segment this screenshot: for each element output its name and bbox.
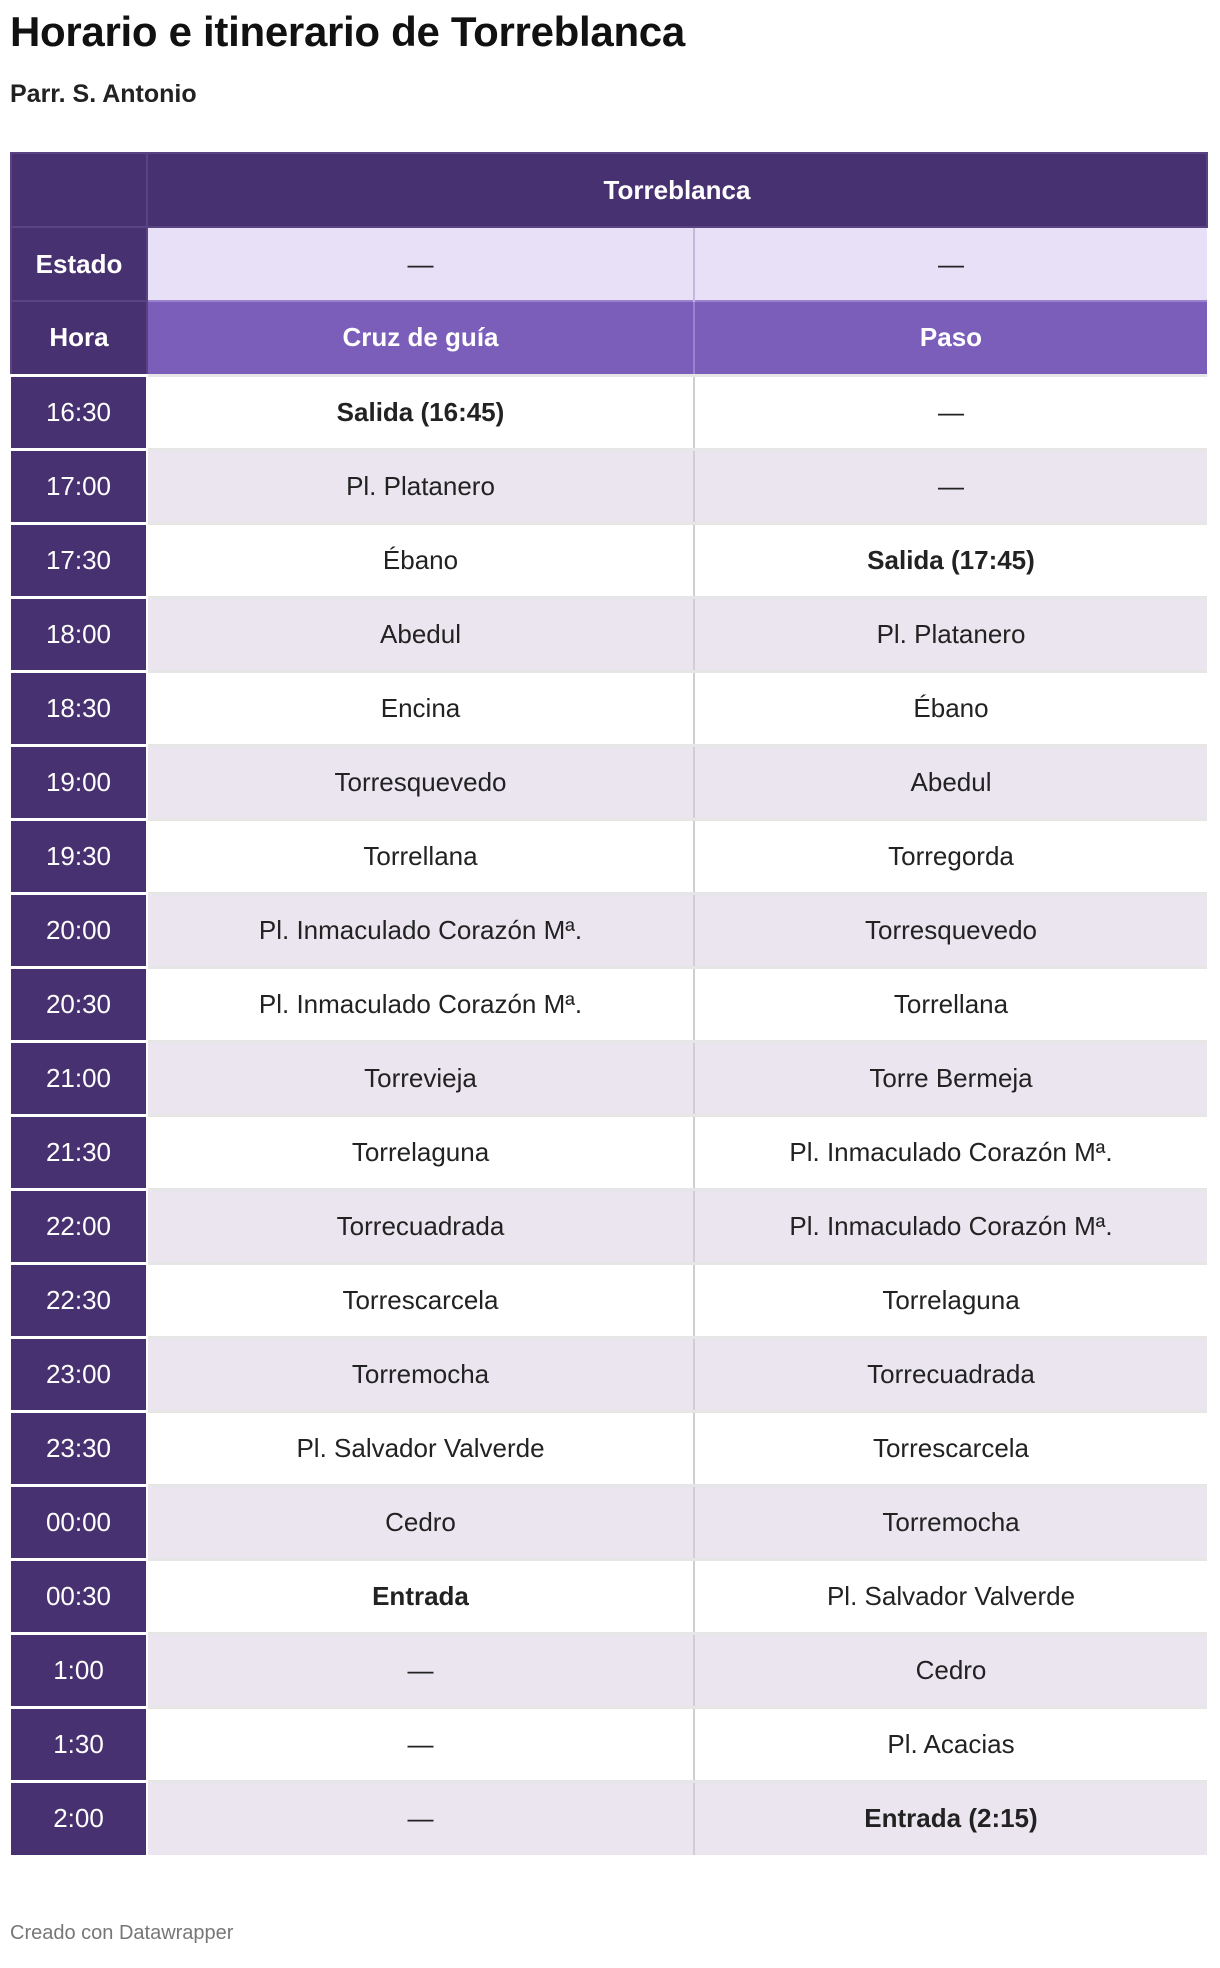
row-cruz: Torrevieja	[147, 1041, 694, 1115]
row-hora: 20:00	[11, 893, 147, 967]
row-cruz: —	[147, 1707, 694, 1781]
row-hora: 00:30	[11, 1559, 147, 1633]
row-hora: 1:30	[11, 1707, 147, 1781]
row-hora: 18:30	[11, 671, 147, 745]
row-hora: 19:30	[11, 819, 147, 893]
row-paso: Torresquevedo	[694, 893, 1207, 967]
estado-row	[11, 227, 1207, 301]
row-hora: 18:00	[11, 597, 147, 671]
row-paso: Pl. Salvador Valverde	[694, 1559, 1207, 1633]
table-row	[11, 1485, 1207, 1559]
row-paso: Salida (17:45)	[694, 523, 1207, 597]
row-cruz: —	[147, 1781, 694, 1855]
table-row	[11, 1559, 1207, 1633]
row-cruz: Torresquevedo	[147, 745, 694, 819]
row-cruz: Pl. Salvador Valverde	[147, 1411, 694, 1485]
column-header-row	[11, 301, 1207, 375]
row-cruz: Torremocha	[147, 1337, 694, 1411]
estado-paso: —	[694, 227, 1207, 301]
row-paso: Torregorda	[694, 819, 1207, 893]
row-cruz: Pl. Inmaculado Corazón Mª.	[147, 893, 694, 967]
row-hora: 23:00	[11, 1337, 147, 1411]
table-row	[11, 1781, 1207, 1855]
row-paso: Entrada (2:15)	[694, 1781, 1207, 1855]
row-hora: 00:00	[11, 1485, 147, 1559]
row-hora: 21:30	[11, 1115, 147, 1189]
row-hora: 2:00	[11, 1781, 147, 1855]
row-paso: Pl. Platanero	[694, 597, 1207, 671]
table-row	[11, 1411, 1207, 1485]
table-row	[11, 745, 1207, 819]
table-row	[11, 893, 1207, 967]
group-header-torreblanca: Torreblanca	[147, 153, 1207, 227]
row-paso: —	[694, 375, 1207, 449]
footer-credit: Creado con Datawrapper	[10, 1922, 234, 1944]
row-cruz: Entrada	[147, 1559, 694, 1633]
row-paso: Pl. Inmaculado Corazón Mª.	[694, 1115, 1207, 1189]
table-row	[11, 1707, 1207, 1781]
schedule-body	[11, 375, 1207, 1855]
corner-cell	[11, 153, 147, 227]
row-paso: Ébano	[694, 671, 1207, 745]
row-cruz: —	[147, 1633, 694, 1707]
row-hora: 20:30	[11, 967, 147, 1041]
row-cruz: Abedul	[147, 597, 694, 671]
table-row	[11, 1189, 1207, 1263]
group-header-row	[11, 153, 1207, 227]
table-row	[11, 1263, 1207, 1337]
row-cruz: Torrelaguna	[147, 1115, 694, 1189]
row-cruz: Salida (16:45)	[147, 375, 694, 449]
row-cruz: Encina	[147, 671, 694, 745]
row-paso: Torrescarcela	[694, 1411, 1207, 1485]
row-cruz: Torrescarcela	[147, 1263, 694, 1337]
row-cruz: Ébano	[147, 523, 694, 597]
estado-label: Estado	[11, 227, 147, 301]
table-row	[11, 523, 1207, 597]
row-hora: 19:00	[11, 745, 147, 819]
row-hora: 1:00	[11, 1633, 147, 1707]
row-paso: Torre Bermeja	[694, 1041, 1207, 1115]
row-cruz: Pl. Inmaculado Corazón Mª.	[147, 967, 694, 1041]
row-paso: Cedro	[694, 1633, 1207, 1707]
row-paso: Abedul	[694, 745, 1207, 819]
table-row	[11, 1337, 1207, 1411]
row-paso: —	[694, 449, 1207, 523]
row-cruz: Cedro	[147, 1485, 694, 1559]
row-hora: 22:00	[11, 1189, 147, 1263]
column-header-cruz: Cruz de guía	[147, 301, 694, 375]
row-cruz: Torrellana	[147, 819, 694, 893]
row-hora: 22:30	[11, 1263, 147, 1337]
table-row	[11, 449, 1207, 523]
row-paso: Torrelaguna	[694, 1263, 1207, 1337]
row-paso: Torrellana	[694, 967, 1207, 1041]
page-subtitle: Parr. S. Antonio	[10, 80, 197, 108]
row-hora: 23:30	[11, 1411, 147, 1485]
row-cruz: Pl. Platanero	[147, 449, 694, 523]
table-row	[11, 375, 1207, 449]
table-row	[11, 1633, 1207, 1707]
row-paso: Torremocha	[694, 1485, 1207, 1559]
row-hora: 17:30	[11, 523, 147, 597]
row-cruz: Torrecuadrada	[147, 1189, 694, 1263]
row-paso: Torrecuadrada	[694, 1337, 1207, 1411]
table-row	[11, 1041, 1207, 1115]
row-hora: 16:30	[11, 375, 147, 449]
table-row	[11, 1115, 1207, 1189]
row-paso: Pl. Inmaculado Corazón Mª.	[694, 1189, 1207, 1263]
table-row	[11, 597, 1207, 671]
page-title: Horario e itinerario de Torreblanca	[10, 8, 685, 55]
row-hora: 17:00	[11, 449, 147, 523]
estado-cruz: —	[147, 227, 694, 301]
row-paso: Pl. Acacias	[694, 1707, 1207, 1781]
schedule-table	[10, 152, 1208, 1855]
table-row	[11, 819, 1207, 893]
table-row	[11, 967, 1207, 1041]
column-header-paso: Paso	[694, 301, 1207, 375]
table-row	[11, 671, 1207, 745]
row-hora: 21:00	[11, 1041, 147, 1115]
column-header-hora: Hora	[11, 301, 147, 375]
